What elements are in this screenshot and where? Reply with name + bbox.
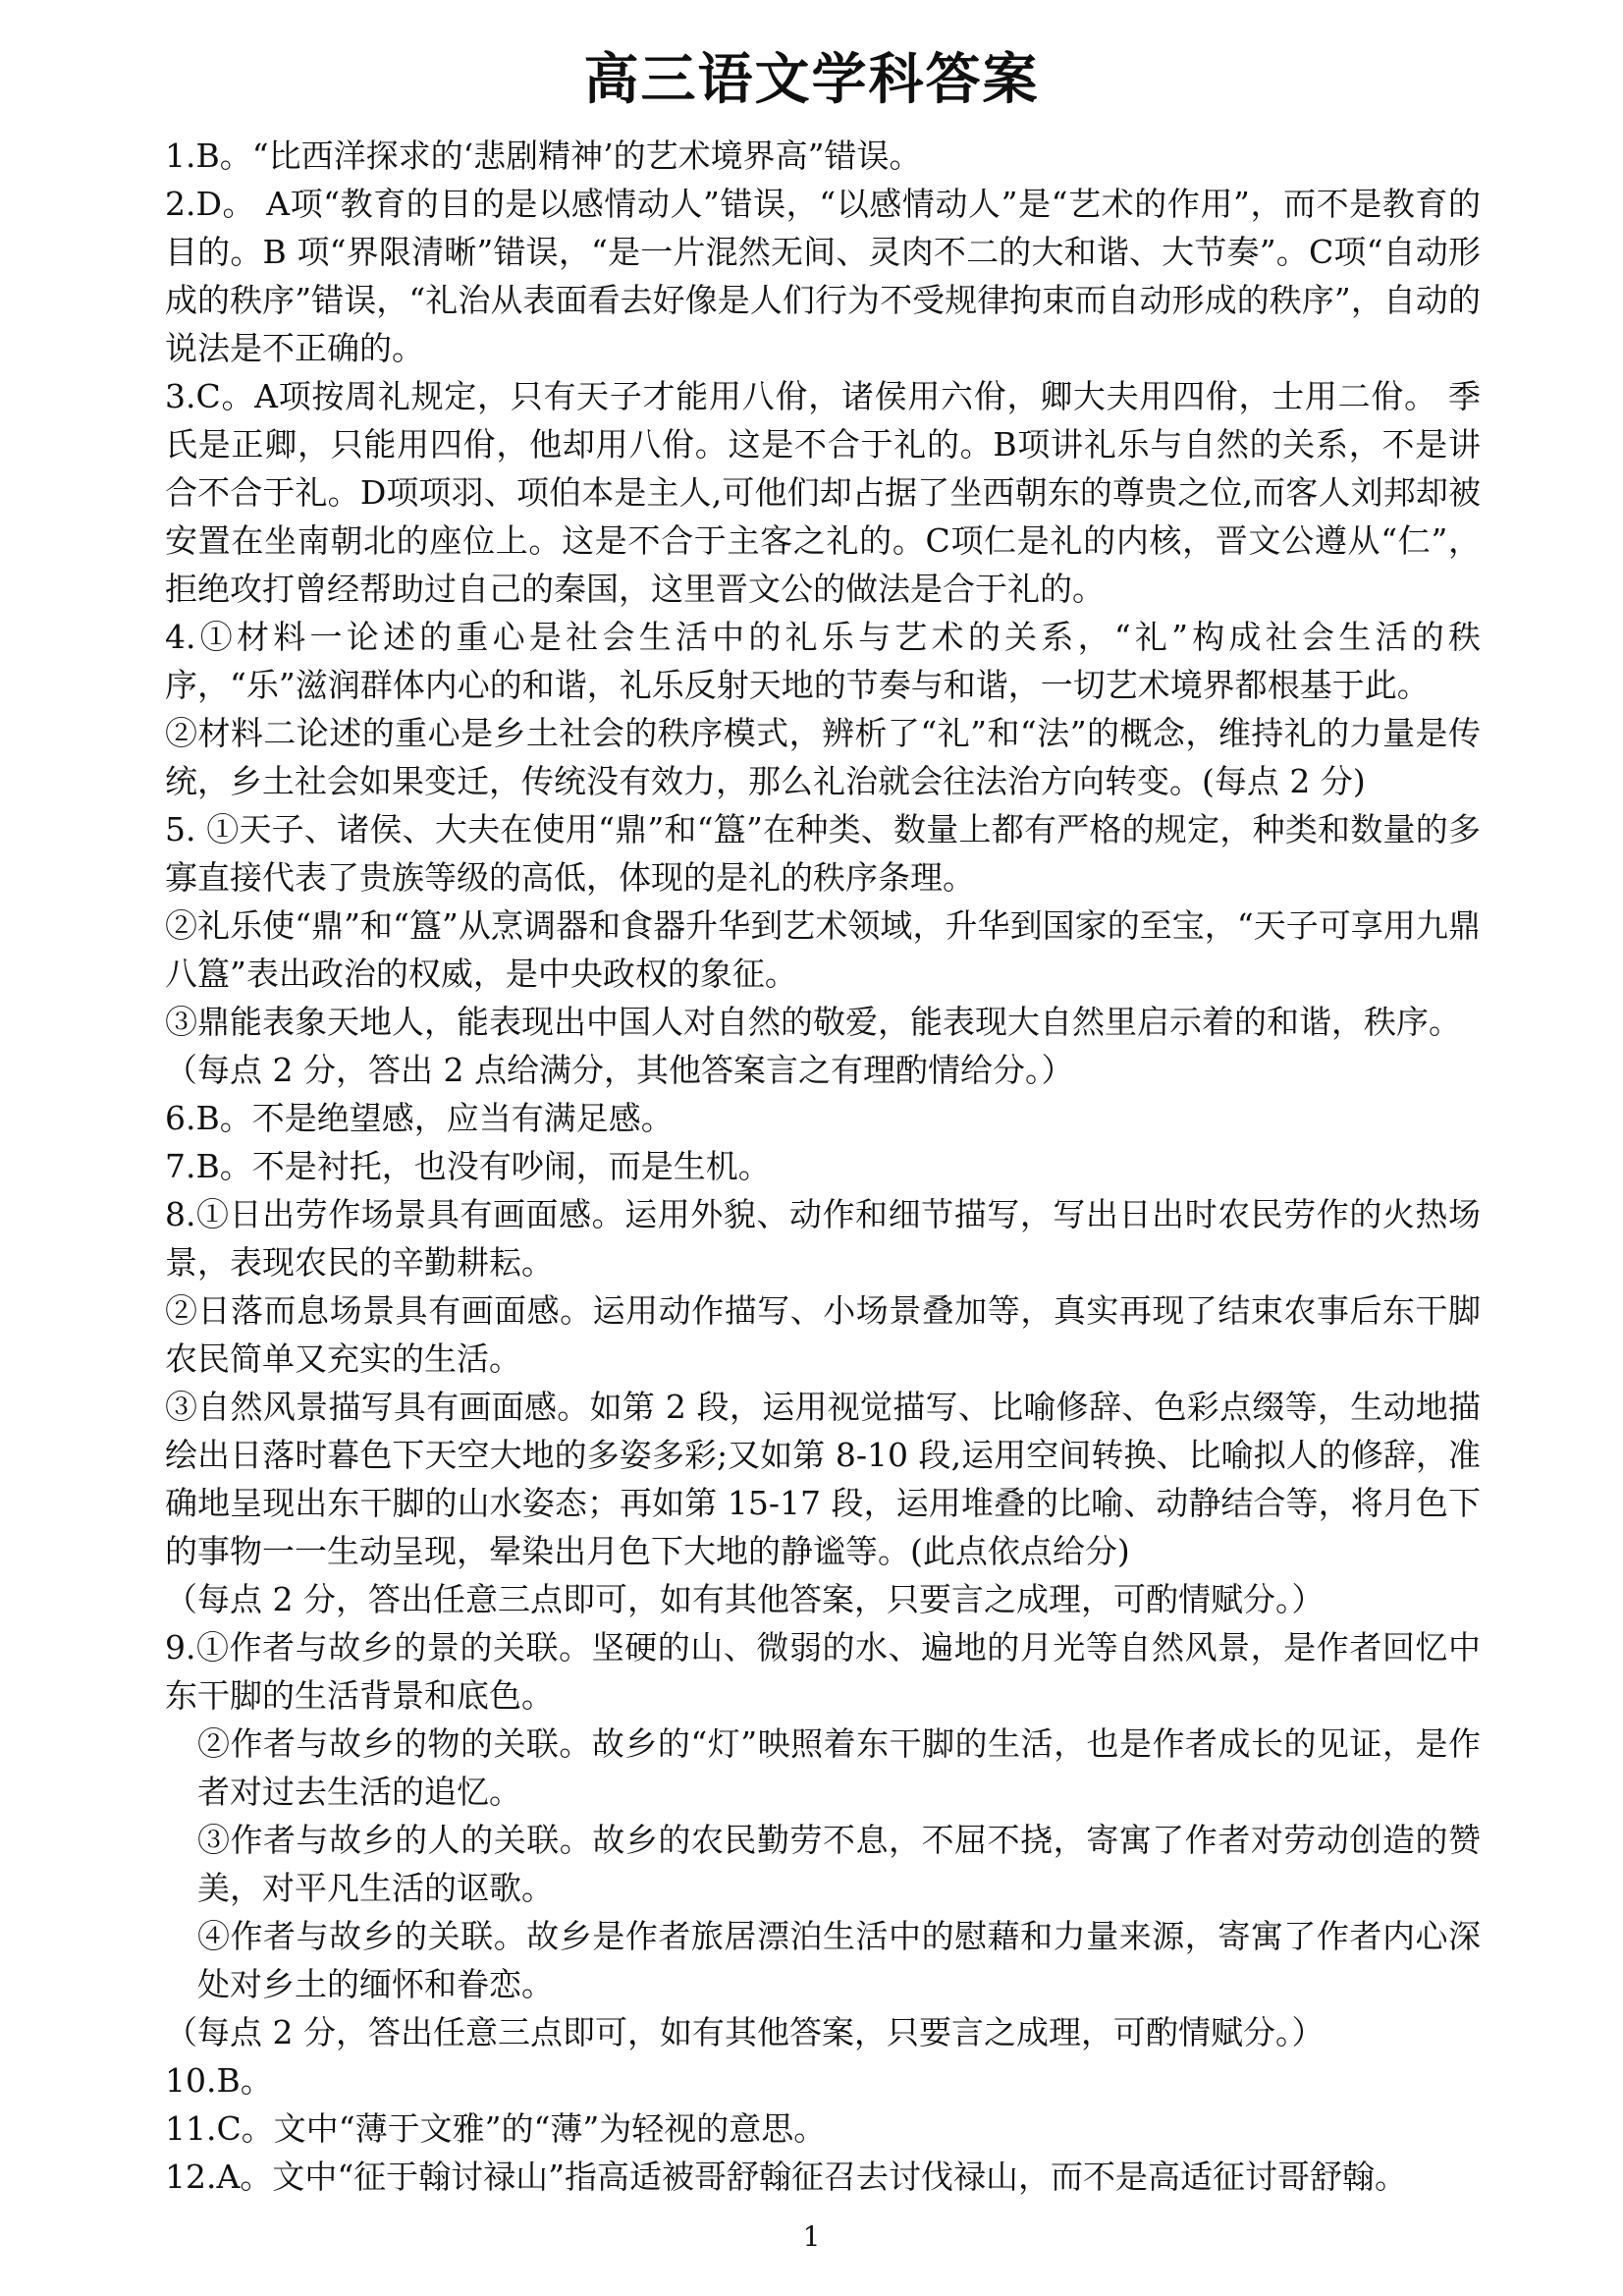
answer-6: 6.B。不是绝望感，应当有满足感。: [165, 1099, 674, 1137]
answer-9-point-2: ②作者与故乡的物的关联。故乡的“灯”映照着东干脚的生活，也是作者成长的见证，是作者对过去生活的追忆。: [197, 1724, 1481, 1811]
answer-5-point-3: ③鼎能表象天地人，能表现出中国人对自然的敬爱，能表现大自然里启示着的和谐，秩序。: [165, 1003, 1461, 1041]
answer-8-point-1: 8.①日出劳作场景具有画面感。运用外貌、动作和细节描写，写出日出时农民劳作的火热场景，表现农民的辛勤耕耘。: [165, 1195, 1481, 1282]
answer-content: [165, 132, 1481, 2201]
answer-4-point-1: 4.①材料一论述的重心是社会生活中的礼乐与艺术的关系，“礼”构成社会生活的秩序，“乐”滋润群体内心的和谐，礼乐反射天地的节奏与和谐，一切艺术境界都根基于此。: [165, 618, 1481, 704]
document-title: 高三语文学科答案: [583, 48, 1040, 112]
answer-10: 10.B。: [165, 2061, 273, 2100]
answer-9-point-1: 9.①作者与故乡的景的关联。坚硬的山、微弱的水、遍地的月光等自然风景，是作者回忆中东干脚的生活背景和底色。: [165, 1628, 1481, 1715]
answer-5-point-1: 5. ①天子、诸侯、大夫在使用“鼎”和“簋”在种类、数量上都有严格的规定，种类和数量的多寡直接代表了贵族等级的高低，体现的是礼的秩序条理。: [165, 810, 1481, 897]
answer-8-scoring-note: （每点 2 分，答出任意三点即可，如有其他答案，只要言之成理，可酌情赋分。）: [165, 1580, 1325, 1618]
answer-12: 12.A。文中“征于翰讨禄山”指高适被哥舒翰征召去讨伐禄山，而不是高适征讨哥舒翰。: [165, 2158, 1408, 2196]
answer-4-point-2: ②材料二论述的重心是乡土社会的秩序模式，辨析了“礼”和“法”的概念，维持礼的力量是传统，乡土社会如果变迁，传统没有效力，那么礼治就会往法治方向转变。(每点 2 分): [165, 714, 1481, 800]
answer-11: 11.C。文中“薄于文雅”的“薄”为轻视的意思。: [165, 2109, 827, 2148]
answer-9-scoring-note: （每点 2 分，答出任意三点即可，如有其他答案，只要言之成理，可酌情赋分。）: [165, 2013, 1325, 2051]
answer-2: 2.D。 A项“教育的目的是以感情动人”错误，“以感情动人”是“艺术的作用”，而不是教育的目的。B 项“界限清晰”错误，“是一片混然无间、灵肉不二的大和谐、大节奏”。C项“自动形成的秩序”错误，“礼治从表面看去好像是人们行为不受规律拘束而自动形成的秩序”，自动的说法是不正确的。: [165, 185, 1481, 367]
answer-8-point-3: ③自然风景描写具有画面感。如第 2 段，运用视觉描写、比喻修辞、色彩点缀等，生动地描绘出日落时暮色下天空大地的多姿多彩;又如第 8-10 段,运用空间转换、比喻拟人的修辞，准确地呈现出东干脚的山水姿态；再如第 15-17 段，运用堆叠的比喻、动静结合等，将月色下的事物一一生动呈现，晕染出月色下大地的静谧等。(此点依点给分): [165, 1388, 1481, 1570]
answer-7: 7.B。不是衬托，也没有吵闹，而是生机。: [165, 1147, 771, 1185]
answer-9-point-3: ③作者与故乡的人的关联。故乡的农民勤劳不息，不屈不挠，寄寓了作者对劳动创造的赞美，对平凡生活的讴歌。: [197, 1821, 1481, 1907]
answer-1: 1.B。“比西洋探求的‘悲剧精神’的艺术境界高”错误。: [165, 137, 922, 175]
answer-5-point-2: ②礼乐使“鼎”和“簋”从烹调器和食器升华到艺术领域，升华到国家的至宝，“天子可享用九鼎八簋”表出政治的权威，是中央政权的象征。: [165, 906, 1481, 993]
answer-5-scoring-note: （每点 2 分，答出 2 点给满分，其他答案言之有理酌情给分。）: [165, 1051, 1074, 1089]
page-number: 1: [802, 2220, 821, 2253]
answer-9-point-4: ④作者与故乡的关联。故乡是作者旅居漂泊生活中的慰藉和力量来源，寄寓了作者内心深处对乡土的缅怀和眷恋。: [197, 1917, 1481, 2003]
answer-3: 3.C。A项按周礼规定，只有天子才能用八佾，诸侯用六佾，卿大夫用四佾，士用二佾。 季氏是正卿，只能用四佾，他却用八佾。这是不合于礼的。B项讲礼乐与自然的关系，不是讲合不合于礼。D项项羽、项伯本是主人,可他们却占据了坐西朝东的尊贵之位,而客人刘邦却被安置在坐南朝北的座位上。这是不合于主客之礼的。C项仁是礼的内核，晋文公遵从“仁”，拒绝攻打曾经帮助过自己的秦国，这里晋文公的做法是合于礼的。: [165, 377, 1481, 608]
answer-8-point-2: ②日落而息场景具有画面感。运用动作描写、小场景叠加等，真实再现了结束农事后东干脚农民简单又充实的生活。: [165, 1291, 1481, 1378]
